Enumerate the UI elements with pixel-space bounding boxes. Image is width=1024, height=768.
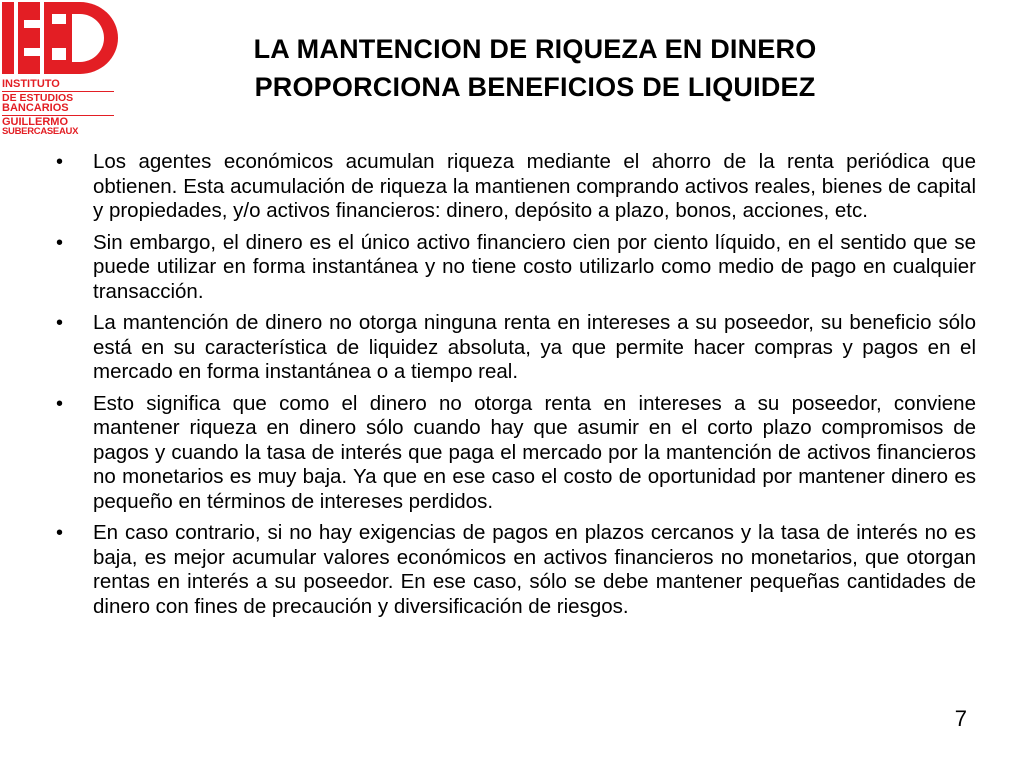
logo-line-4: GUILLERMO <box>2 115 68 128</box>
bullet-icon: • <box>56 522 64 544</box>
title-line-2: PROPORCIONA BENEFICIOS DE LIQUIDEZ <box>254 72 816 102</box>
slide-title <box>130 30 940 106</box>
title-line-1: LA MANTENCION DE RIQUEZA EN DINERO <box>253 34 817 64</box>
ieb-logo-icon <box>0 0 120 78</box>
bullet-item <box>52 521 976 619</box>
bullet-icon: • <box>56 151 64 173</box>
page-number: 7 <box>954 706 967 731</box>
bullet-item <box>52 231 976 305</box>
bullet-icon: • <box>56 231 64 254</box>
institute-logo <box>0 0 120 146</box>
bullet-item <box>52 311 976 385</box>
bullet-text: Esto significa que como el dinero no otorga renta en intereses a su poseedor, conviene mantener riqueza en dinero sólo cuando hay que asumir en el corto plazo compromisos de pagos y cuando la tasa de interés que paga el mercado por la mantención de activos financieros no monetarios es muy baja. Ya que en ese caso el costo de oportunidad por mantener dinero es pequeño en términos de intereses perdidos. <box>93 391 976 513</box>
bullet-icon: • <box>56 392 64 415</box>
bullet-text: Los agentes económicos acumulan riqueza mediante el ahorro de la renta periódica que obtienen. Esta acumulación de riqueza la mantienen comprando activos reales, bienes de capital y propiedades, y/o activos financieros: dinero, depósito a plazo, bonos, acciones, etc. <box>93 150 976 222</box>
bullet-list <box>52 150 976 626</box>
logo-line-5: SUBERCASEAUX <box>2 126 79 137</box>
bullet-icon: • <box>56 312 64 334</box>
bullet-text: En caso contrario, si no hay exigencias de pagos en plazos cercanos y la tasa de interés no es baja, es mejor acumular valores económicos en activos financieros no monetarios, que otorgan rentas en interés a su poseedor. En ese caso, sólo se debe mantener pequeñas cantidades de dinero con fines de precaución y diversificación de riesgos. <box>93 521 976 618</box>
logo-line-2: DE ESTUDIOS <box>2 91 74 104</box>
logo-line-1: INSTITUTO <box>2 78 60 90</box>
bullet-item <box>52 392 976 515</box>
logo-line-3: BANCARIOS <box>2 102 69 114</box>
bullet-text: La mantención de dinero no otorga ninguna renta en intereses a su poseedor, su beneficio sólo está en su característica de liquidez absoluta, ya que permite hacer compras y pagos en el mercado en forma instantánea o a tiempo real. <box>93 311 976 383</box>
bullet-text: Sin embargo, el dinero es el único activo financiero cien por ciento líquido, en el sentido que se puede utilizar en forma instantánea y no tiene costo utilizarlo como medio de pago en cualquier transacción. <box>93 230 976 303</box>
bullet-item <box>52 150 976 224</box>
